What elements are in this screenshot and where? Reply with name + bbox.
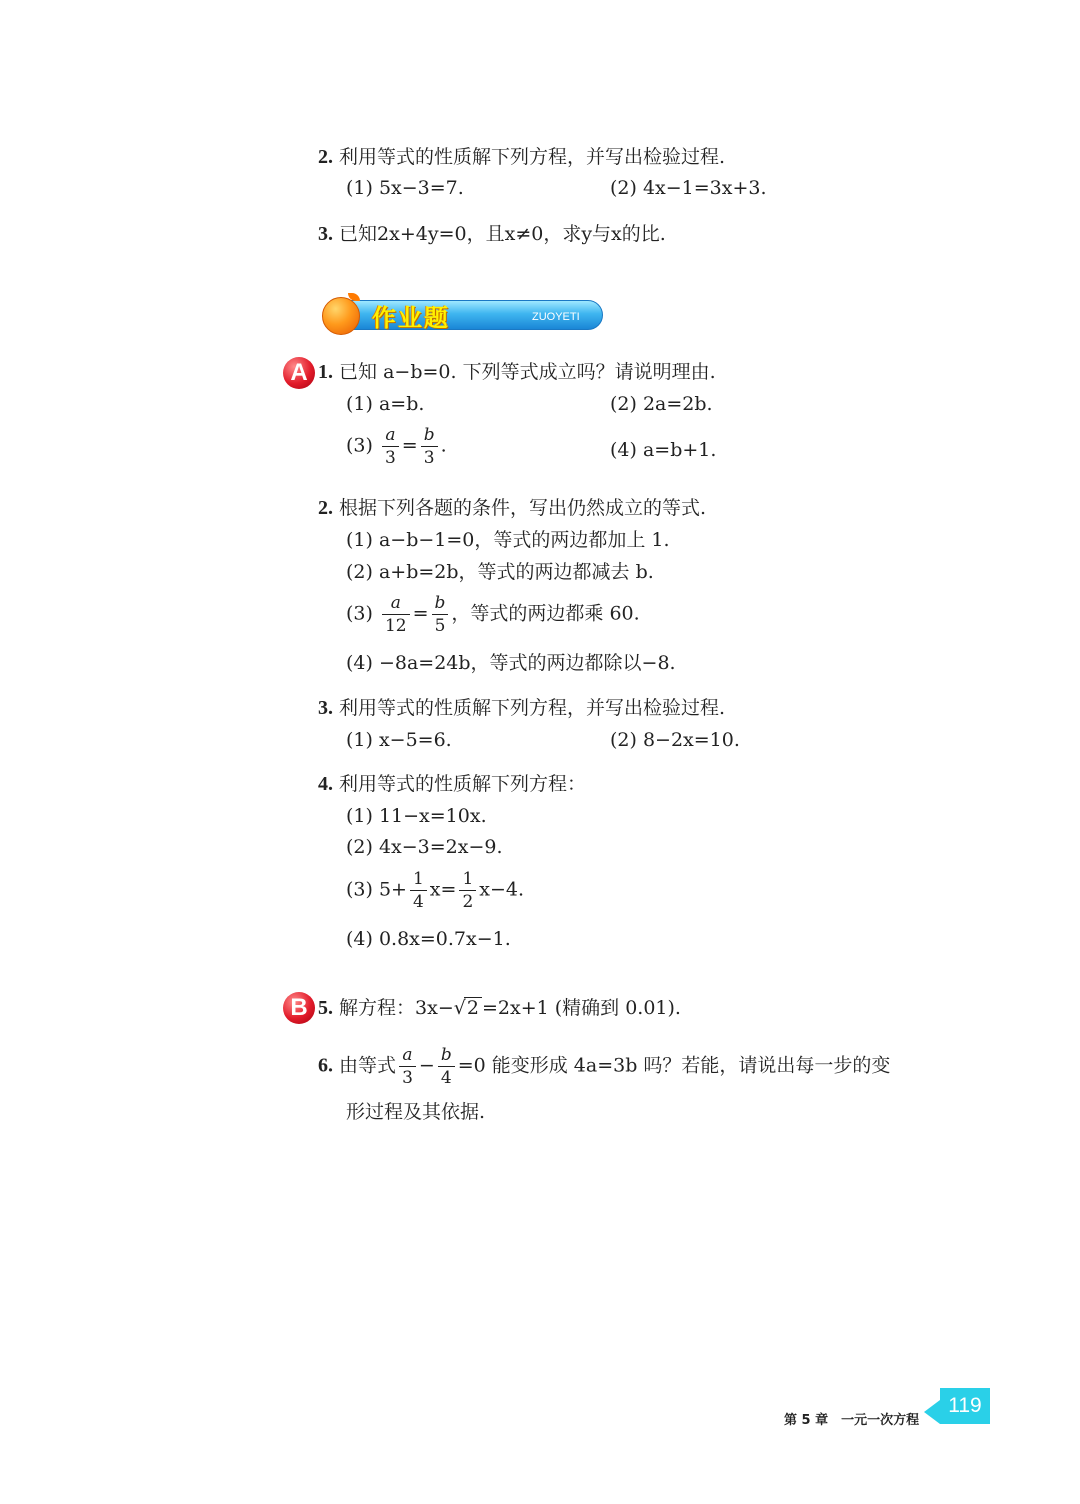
practice-q2-part2: (2) 4x−1=3x+3. (610, 177, 767, 199)
part-label: (3) 5+ (346, 878, 407, 901)
homework-q2-part1: (1) a−b−1=0，等式的两边都加上 1. (346, 529, 670, 551)
homework-q6 (318, 1045, 890, 1088)
numerator: a (402, 1045, 413, 1065)
part-label: (3) (346, 602, 373, 625)
denominator: 2 (462, 892, 474, 912)
fraction-a-over-3 (399, 1045, 416, 1088)
homework-q2-part3: (3) $\frac{a}{12}$ = $\frac{b}{5}$ ，等式的两边都乘 60. (346, 593, 640, 636)
fraction-a-over-12 (382, 593, 410, 636)
denominator: 3 (423, 448, 435, 468)
practice-q3 (318, 222, 666, 246)
homework-q1-part3: (3) $\frac{a}{3}$ = $\frac{b}{3}$ . (346, 425, 447, 468)
homework-q1 (318, 360, 716, 384)
homework-q4-part3 (346, 869, 524, 912)
banner-subtitle: ZUOYETI (532, 311, 580, 323)
question-post: =0 能变形成 4a=3b 吗？若能，请说出每一步的变 (457, 1054, 891, 1077)
denominator: 5 (434, 616, 446, 636)
orange-ball-icon (322, 297, 360, 335)
page-tab-arrow (924, 1400, 940, 1424)
fraction-b-over-3 (421, 425, 438, 468)
question-number: 6. (318, 1054, 333, 1077)
denominator: 12 (384, 616, 407, 636)
fraction-b-over-4 (438, 1045, 455, 1088)
homework-q4-part2: (2) 4x−3=2x−9. (346, 836, 503, 858)
homework-q4-part4: (4) 0.8x=0.7x−1. (346, 928, 511, 950)
numerator: a (385, 425, 396, 445)
question-number: 1. (318, 361, 333, 383)
question-number: 3. (318, 223, 333, 245)
denominator: 3 (384, 448, 396, 468)
numerator: 1 (459, 869, 476, 891)
homework-q5 (318, 996, 681, 1020)
level-a-badge: A (283, 357, 315, 389)
part-tail: x−4. (479, 878, 525, 901)
fraction-1-over-2 (459, 869, 476, 912)
homework-q4-part1: (1) 11−x=10x. (346, 805, 487, 827)
homework-q1-part1: (1) a=b. (346, 393, 425, 415)
homework-q2 (318, 496, 706, 520)
numerator: b (423, 425, 435, 445)
fraction-1-over-4 (410, 869, 427, 912)
homework-q2-part4: (4) −8a=24b，等式的两边都除以−8. (346, 652, 676, 674)
homework-q3-part1: (1) x−5=6. (346, 729, 452, 751)
numerator: 1 (410, 869, 427, 891)
question-number: 2. (318, 146, 333, 168)
banner-title: 作业题 (372, 304, 450, 332)
homework-q3 (318, 696, 725, 720)
denominator: 3 (402, 1068, 413, 1088)
homework-q1-part4: (4) a=b+1. (610, 439, 717, 461)
part-label: (3) (346, 434, 373, 457)
numerator: b (434, 593, 446, 613)
question-number: 3. (318, 697, 333, 719)
page-number: 119 (940, 1388, 990, 1424)
part-mid: x= (429, 878, 457, 901)
homework-q2-part2: (2) a+b=2b，等式的两边都减去 b. (346, 561, 654, 583)
homework-q6-line2: 形过程及其依据. (346, 1101, 486, 1123)
homework-banner (322, 297, 603, 333)
denominator: 4 (440, 1068, 452, 1088)
question-number: 4. (318, 773, 333, 795)
chapter-label: 第 5 章 一元一次方程 (784, 1413, 920, 1428)
practice-q2 (318, 145, 725, 169)
numerator: a (390, 593, 401, 613)
homework-q3-part2: (2) 8−2x=10. (610, 729, 740, 751)
question-text: 利用等式的性质解下列方程，并写出检验过程. (339, 146, 726, 168)
question-text: 根据下列各题的条件，写出仍然成立的等式. (339, 497, 707, 519)
practice-q2-part1: (1) 5x−3=7. (346, 177, 464, 199)
denominator: 4 (412, 892, 424, 912)
question-post: =2x+1 (精确到 0.01). (481, 997, 681, 1019)
radicand: 2 (464, 997, 482, 1018)
question-text: 利用等式的性质解下列方程，并写出检验过程. (339, 697, 726, 719)
level-b-badge: B (283, 992, 315, 1024)
fraction-b-over-5 (432, 593, 449, 636)
question-text: 利用等式的性质解下列方程： (339, 773, 587, 795)
homework-q1-part2: (2) 2a=2b. (610, 393, 713, 415)
minus-sign: − (418, 1054, 435, 1077)
question-pre: 解方程：3x− (339, 997, 454, 1019)
question-number: 2. (318, 497, 333, 519)
question-number: 5. (318, 997, 333, 1019)
question-text: 已知2x+4y=0，且x≠0，求y与x的比. (339, 223, 666, 245)
sqrt-icon: √ (453, 997, 466, 1019)
numerator: b (440, 1045, 452, 1065)
question-pre: 由等式 (339, 1054, 397, 1077)
fraction-a-over-3 (382, 425, 399, 468)
homework-q4 (318, 772, 586, 796)
part-tail: ，等式的两边都乘 60. (451, 602, 640, 625)
question-text: 已知 a−b=0. 下列等式成立吗？请说明理由. (339, 361, 716, 383)
